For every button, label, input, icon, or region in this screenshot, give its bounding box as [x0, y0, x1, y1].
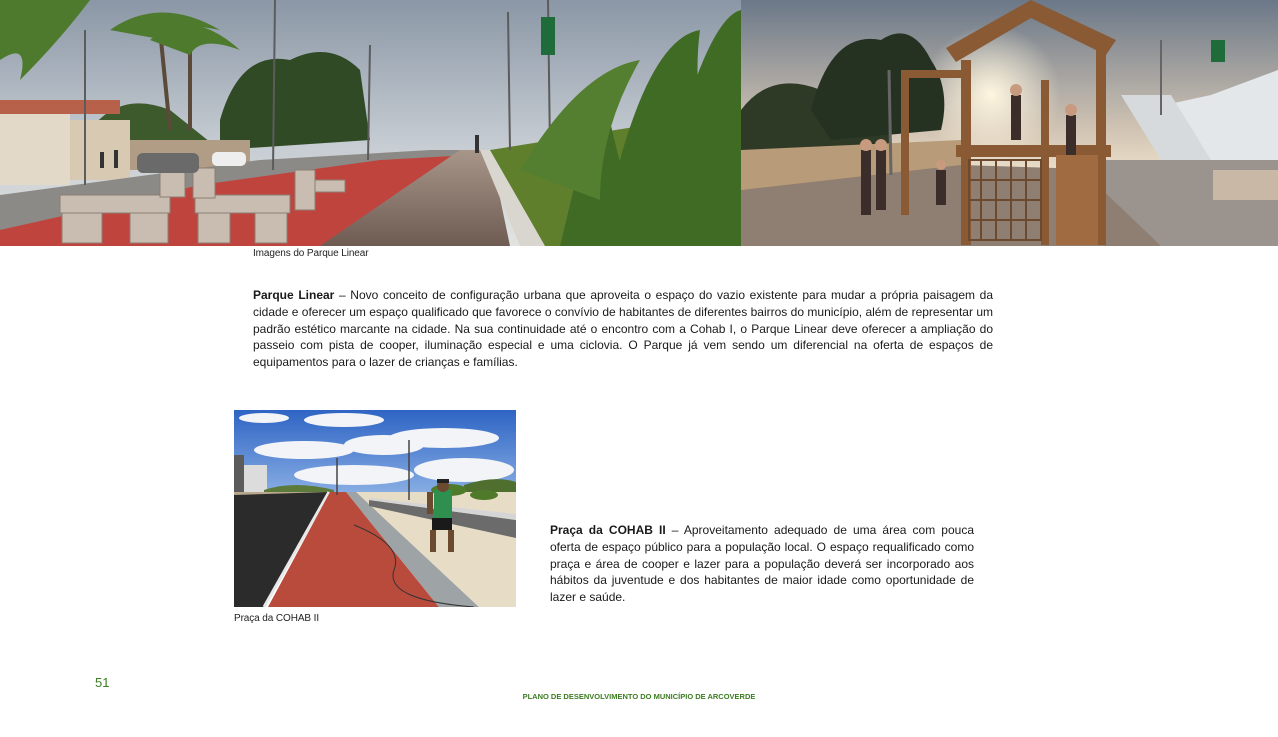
cohab-photo-caption: Praça da COHAB II	[234, 613, 319, 624]
cohab-description	[550, 522, 974, 606]
park-photos-caption: Imagens do Parque Linear	[253, 248, 369, 259]
page-number: 51	[95, 675, 110, 690]
footer-title: PLANO DE DESENVOLVIMENTO DO MUNICÍPIO DE ARCOVERDE	[522, 692, 756, 701]
park-section-text: – Novo conceito de configuração urbana que aproveita o espaço do vazio existente para mudar a própria paisagem da cidade e oferecer um espaço qualificado que favorece o convívio de habitantes de diferentes bairros do município, além de representar um padrão estético marcante na cidade. Na sua continuidade até o encontro com a Cohab I, o Parque Linear deve oferecer a ampliação do passeio com pista de cooper, iluminação especial e uma ciclovia. O Parque já vem sendo um diferencial na oferta de espaços de equipamentos para o lazer de crianças e famílias.	[253, 288, 993, 370]
cohab-photo	[234, 410, 516, 607]
cohab-section-title: Praça da COHAB II	[550, 523, 666, 537]
park-photo-walkway	[0, 0, 741, 246]
cohab-section-text: – Aproveitamento adequado de uma área com pouca oferta de espaço público para a população local. O espaço requalificado como praça e área de cooper e lazer para a população deverá ser incorporado aos hábitos da juventude e dos habitantes de maior idade como oportunidade de lazer e saúde.	[550, 523, 974, 605]
park-section-title: Parque Linear	[253, 288, 335, 302]
park-description	[253, 287, 993, 371]
park-photo-playground	[741, 0, 1278, 246]
